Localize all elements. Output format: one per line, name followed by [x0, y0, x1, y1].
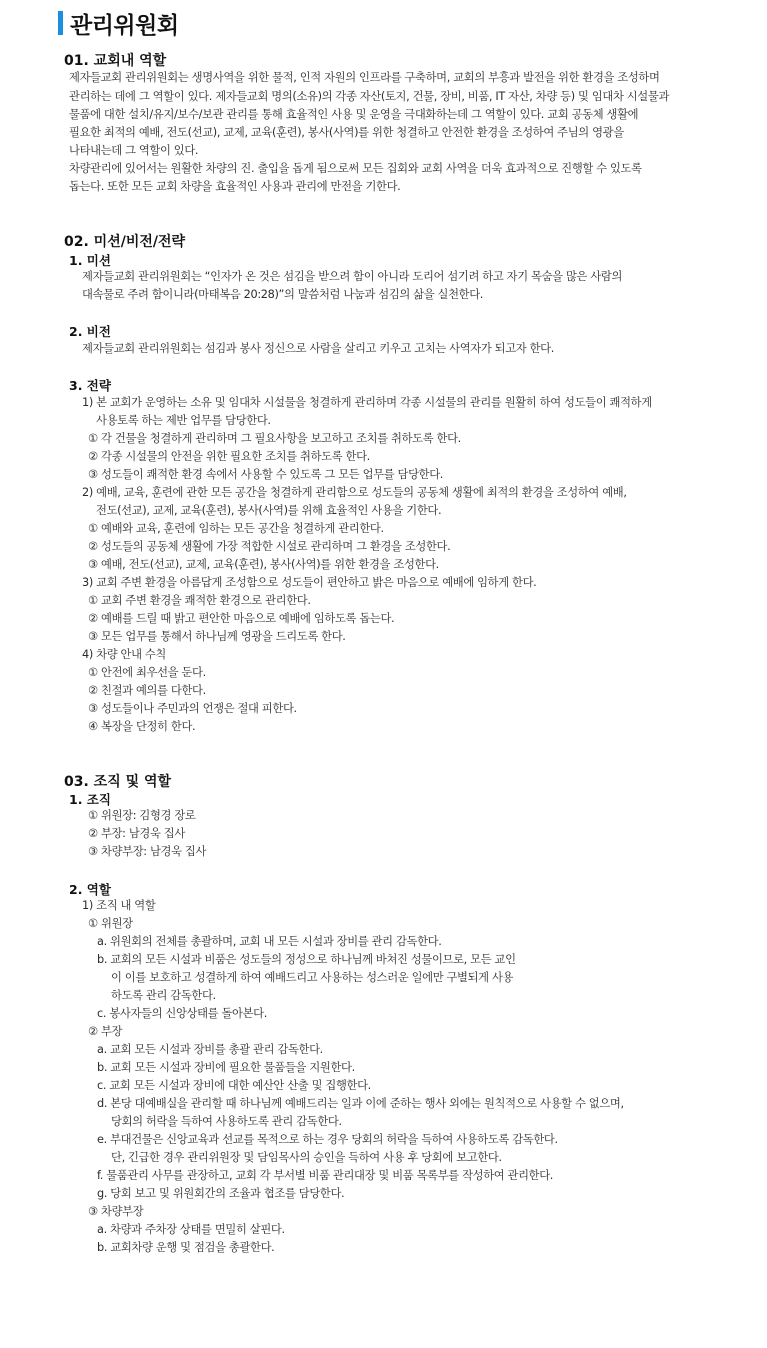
paragraph-line: 물품에 대한 설치/유지/보수/보관 관리를 통해 효율적인 사용 및 운영을 극대화하는데 그 역할이 있다. 교회 공동체 생활에 [69, 108, 639, 121]
paragraph-line: 제자들교회 관리위원회는 “인자가 온 것은 섬김을 받으려 함이 아니라 도리어 섬기려 하고 자기 목숨을 많은 사람의 [82, 270, 623, 283]
list-item: ③ 모든 업무를 통해서 하나님께 영광을 드리도록 한다. [88, 630, 346, 643]
paragraph-line: 관리하는 데에 그 역할이 있다. 제자들교회 명의(소유)의 각종 자산(토지, 건물, 장비, 비품, IT 자산, 차량 등) 및 임대차 시설물과 [69, 90, 670, 103]
subsection-heading: 2. 역할 [69, 882, 111, 897]
list-item: 당회의 허락을 득하여 사용하도록 관리 감독한다. [111, 1115, 342, 1128]
list-item: 단, 긴급한 경우 관리위원장 및 담임목사의 승인을 득하여 사용 후 당회에 보고한다. [111, 1151, 502, 1164]
list-item: g. 당회 보고 및 위원회간의 조율과 협조를 담당한다. [97, 1187, 345, 1200]
paragraph-line: 필요한 최적의 예배, 전도(선교), 교제, 교육(훈련), 봉사(사역)를 위한 청결하고 안전한 환경을 조성하여 주님의 영광을 [69, 126, 624, 139]
list-item: ② 예배를 드릴 때 밝고 편안한 마음으로 예배에 임하도록 돕는다. [88, 612, 395, 625]
list-item: ③ 차량부장 [88, 1205, 144, 1218]
paragraph-line: 제자들교회 관리위원회는 생명사역을 위한 물적, 인적 자원의 인프라를 구축하며, 교회의 부흥과 발전을 위한 환경을 조성하며 [69, 71, 660, 84]
section-heading: 01. 교회내 역할 [64, 53, 167, 69]
paragraph-line: 제자들교회 관리위원회는 섬김과 봉사 정신으로 사람을 살리고 키우고 고치는 사역자가 되고자 한다. [82, 342, 554, 355]
list-item: ① 위원장: 김형경 장로 [88, 809, 196, 822]
list-item: 하도록 관리 감독한다. [111, 989, 216, 1002]
list-item: 2) 예배, 교육, 훈련에 관한 모든 공간을 청결하게 관리함으로 성도들의 공동체 생활에 최적의 환경을 조성하여 예배, [82, 486, 627, 499]
list-item: b. 교회의 모든 시설과 비품은 성도들의 정성으로 하나님께 바쳐진 성물이므로, 모든 교인 [97, 953, 516, 966]
list-item: ① 교회 주변 환경을 쾌적한 환경으로 관리한다. [88, 594, 311, 607]
list-item: ③ 성도들이 쾌적한 환경 속에서 사용할 수 있도록 그 모든 업무를 담당한다. [88, 468, 443, 481]
list-item: 4) 차량 안내 수칙 [82, 648, 166, 661]
list-item: ② 부장 [88, 1025, 123, 1038]
section-heading: 03. 조직 및 역할 [64, 774, 172, 790]
paragraph-line: 대속물로 주려 함이니라(마태복음 20:28)”의 말씀처럼 나눔과 섬김의 삶을 실천한다. [82, 288, 484, 301]
subsection-heading: 2. 비전 [69, 324, 111, 339]
paragraph-line: 나타내는데 그 역할이 있다. [69, 144, 199, 157]
list-item: c. 봉사자들의 신앙상태를 돌아본다. [97, 1007, 267, 1020]
list-item: 사용토록 하는 제반 업무를 담당한다. [96, 414, 271, 427]
list-item: ① 각 건물을 청결하게 관리하며 그 필요사항을 보고하고 조치를 취하도록 한다. [88, 432, 461, 445]
list-item: ③ 예배, 전도(선교), 교제, 교육(훈련), 봉사(사역)를 위한 환경을 조성한다. [88, 558, 439, 571]
list-item: ① 안전에 최우선을 둔다. [88, 666, 206, 679]
list-item: b. 교회 모든 시설과 장비에 필요한 물품들을 지원한다. [97, 1061, 355, 1074]
list-item: ③ 성도들이나 주민과의 언쟁은 절대 피한다. [88, 702, 297, 715]
list-item: a. 차량과 주차장 상태를 면밀히 살핀다. [97, 1223, 285, 1236]
page-title [58, 6, 179, 40]
subsection-heading: 1. 미션 [69, 253, 111, 268]
list-item: ① 예배와 교육, 훈련에 임하는 모든 공간을 청결하게 관리한다. [88, 522, 384, 535]
list-item: 1) 조직 내 역할 [82, 899, 156, 912]
list-item: ① 위원장 [88, 917, 133, 930]
list-item: ② 친절과 예의를 다한다. [88, 684, 206, 697]
list-item: b. 교회차량 운행 및 점검을 총괄한다. [97, 1241, 275, 1254]
list-item: ② 성도들의 공동체 생활에 가장 적합한 시설로 관리하며 그 환경을 조성한다. [88, 540, 451, 553]
list-item: f. 물품관리 사무를 관장하고, 교회 각 부서별 비품 관리대장 및 비품 목록부를 작성하여 관리한다. [97, 1169, 554, 1182]
list-item: c. 교회 모든 시설과 장비에 대한 예산안 산출 및 집행한다. [97, 1079, 371, 1092]
list-item: 이 이를 보호하고 성결하게 하여 예배드리고 사용하는 성스러운 일에만 구별되게 사용 [111, 971, 514, 984]
subsection-heading: 1. 조직 [69, 792, 111, 807]
list-item: a. 교회 모든 시설과 장비를 총괄 관리 감독한다. [97, 1043, 323, 1056]
list-item: 3) 교회 주변 환경을 아름답게 조성함으로 성도들이 편안하고 밝은 마음으로 예배에 임하게 한다. [82, 576, 537, 589]
list-item: ③ 차량부장: 남경욱 집사 [88, 845, 207, 858]
list-item: 전도(선교), 교제, 교육(훈련), 봉사(사역)를 위해 효율적인 사용을 기한다. [96, 504, 442, 517]
title-accent-bar [58, 11, 63, 35]
section-heading: 02. 미션/비전/전략 [64, 234, 186, 250]
list-item: ② 각종 시설물의 안전을 위한 필요한 조치를 취하도록 한다. [88, 450, 370, 463]
list-item: ② 부장: 남경욱 집사 [88, 827, 185, 840]
subsection-heading: 3. 전략 [69, 378, 111, 393]
paragraph-line: 차량관리에 있어서는 원활한 차량의 진. 출입을 돕게 됨으로써 모든 집회와 교회 사역을 더욱 효과적으로 진행할 수 있도록 [69, 162, 642, 175]
list-item: ④ 복장을 단정히 한다. [88, 720, 196, 733]
list-item: d. 본당 대예배실을 관리할 때 하나님께 예배드리는 일과 이에 준하는 행사 외에는 원칙적으로 사용할 수 없으며, [97, 1097, 624, 1110]
page-title-text: 관리위원회 [70, 12, 179, 39]
list-item: e. 부대건물은 신앙교육과 선교를 목적으로 하는 경우 당회의 허락을 득하여 사용하도록 감독한다. [97, 1133, 558, 1146]
paragraph-line: 돕는다. 또한 모든 교회 차량을 효율적인 사용과 관리에 만전을 기한다. [69, 180, 401, 193]
list-item: a. 위원회의 전체를 총괄하며, 교회 내 모든 시설과 장비를 관리 감독한다. [97, 935, 442, 948]
list-item: 1) 본 교회가 운영하는 소유 및 임대차 시설물을 청결하게 관리하며 각종 시설물의 관리를 원활히 하여 성도들이 쾌적하게 [82, 396, 652, 409]
